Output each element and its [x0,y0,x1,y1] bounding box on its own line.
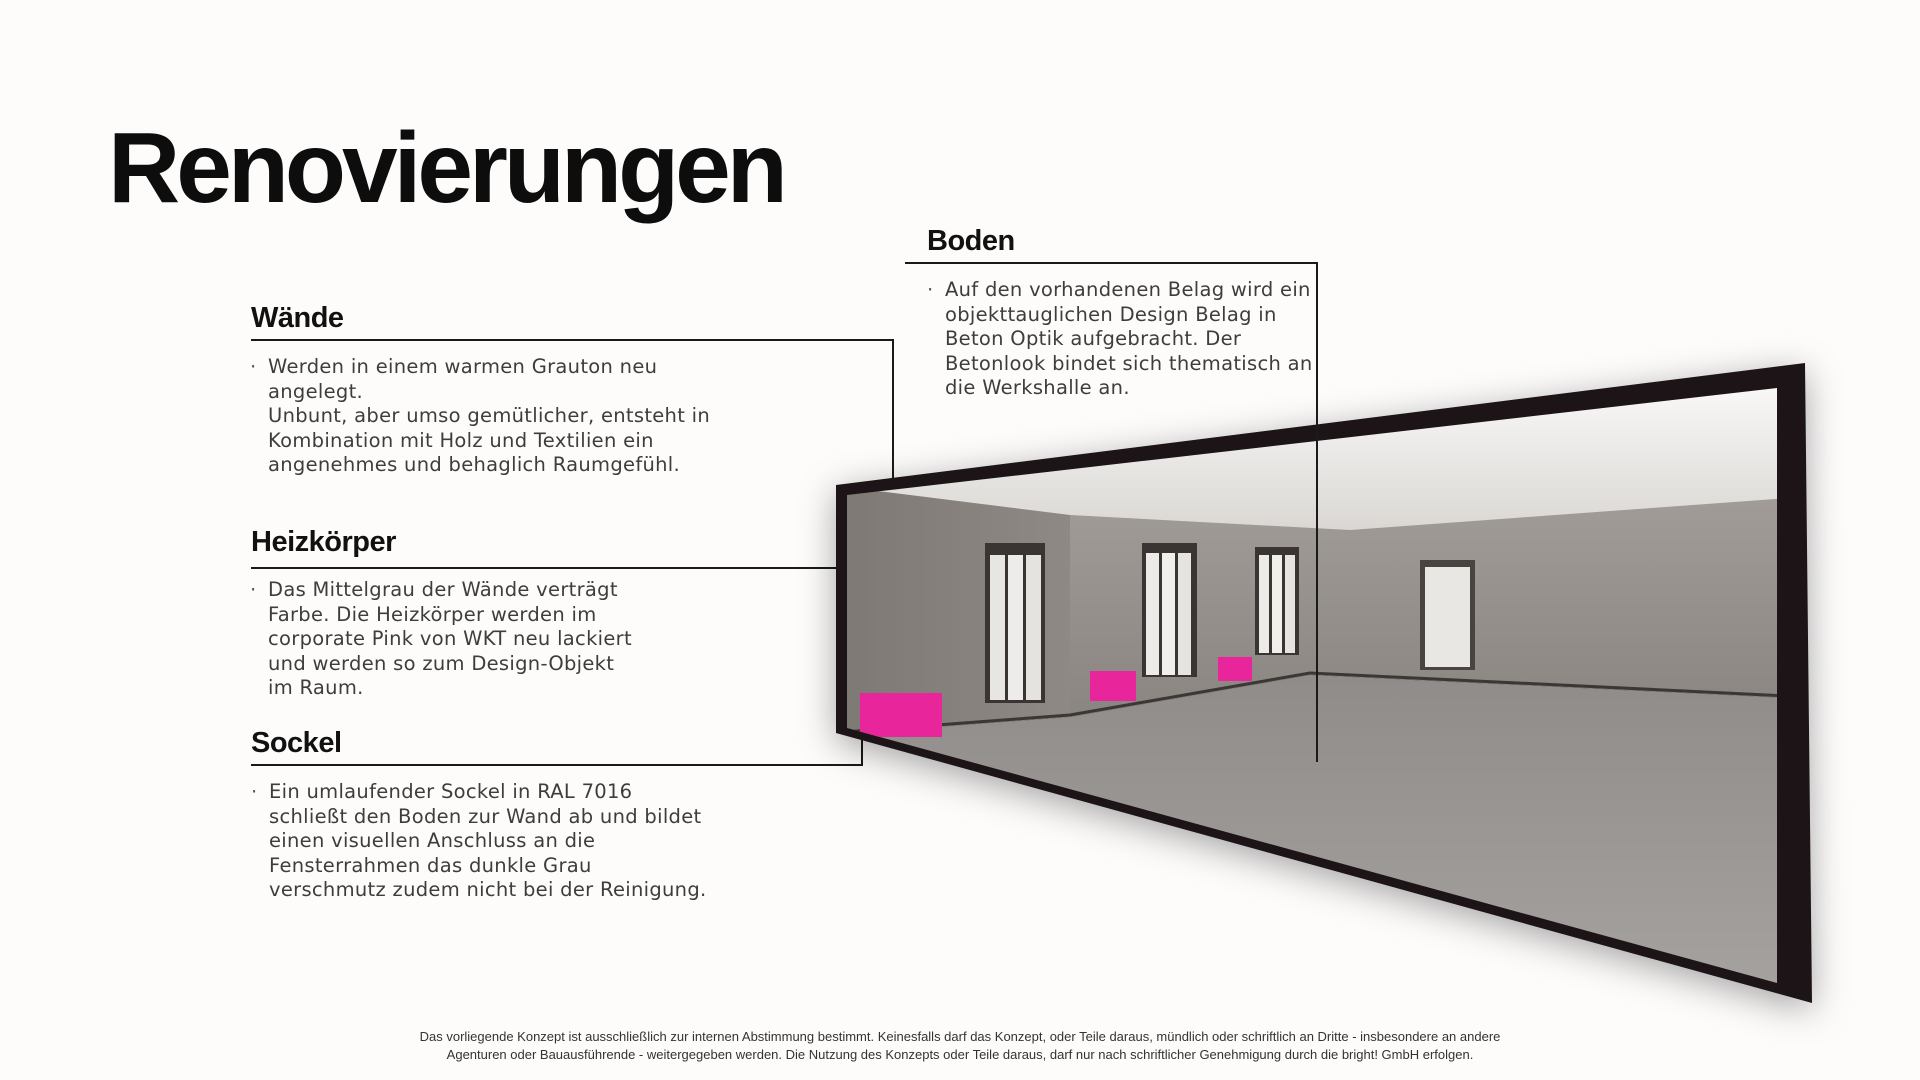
text-line: schließt den Boden zur Wand ab und bildet [269,804,702,828]
section-heading-sockel: Sockel [251,727,342,759]
section-heading-boden: Boden [927,225,1015,257]
section-body-heizkoerper [250,578,788,701]
render-radiator [860,693,942,737]
section-heading-waende: Wände [251,302,344,334]
room-render-image [830,355,1850,1015]
leader-line-waende [251,339,894,341]
section-body-boden [927,278,1405,401]
footer-disclaimer [300,1028,1620,1064]
render-radiator [1218,657,1252,681]
section-body-waende [250,355,788,478]
render-window-pane [1008,555,1023,700]
render-radiator [1090,671,1136,701]
render-window-pane [1285,555,1295,653]
text-line: objekttauglichen Design Belag in [945,302,1277,326]
text-line: angenehmes und behaglich Raumgefühl. [268,453,681,476]
text-line: Farbe. Die Heizkörper werden im [268,602,597,626]
render-door-panel [1425,567,1470,667]
text-line: angelegt. [268,379,364,403]
render-window-pane [1272,555,1282,653]
render-window-pane [1146,553,1159,675]
render-window-pane [990,555,1005,700]
text-line: und werden so zum Design-Objekt [268,651,615,675]
footer-line: Das vorliegende Konzept ist ausschließlich zur internen Abstimmung bestimmt. Keinesfalls darf das Konzept, oder Teile daraus, mündlich oder schriftlich an Dritte - insbesondere an andere [419,1029,1501,1044]
text-line: Unbunt, aber umso gemütlicher, entsteht in [268,404,711,427]
render-window-pane [1026,555,1041,700]
leader-line-sockel [251,764,863,766]
render-window-pane [1259,555,1269,653]
page-title: Renovierungen [108,112,784,224]
text-line: Beton Optik aufgebracht. Der [945,327,1242,350]
text-line: · Ein umlaufender Sockel in RAL 7016 [269,780,633,803]
text-line: corporate Pink von WKT neu lackiert [268,627,632,650]
text-line: Kombination mit Holz und Textilien ein [268,428,654,452]
footer-line: Agenturen oder Bauausführende - weitergegeben werden. Die Nutzung des Konzepts oder Teile daraus, darf nur nach schriftlicher Genehmigung durch die bright! GmbH erfolgen. [446,1047,1474,1062]
text-line: · Werden in einem warmen Grauton neu [268,355,658,378]
render-window-pane [1178,553,1191,675]
leader-line-boden [905,262,1318,264]
text-line: Betonlook bindet sich thematisch an [945,351,1313,375]
text-line: · Auf den vorhandenen Belag wird ein [945,278,1311,301]
text-line: einen visuellen Anschluss an die [269,829,596,852]
text-line: im Raum. [268,676,364,699]
render-window-pane [1162,553,1175,675]
section-body-sockel [251,780,829,903]
section-heading-heizkoerper: Heizkörper [251,526,396,558]
text-line: verschmutz zudem nicht bei der Reinigung. [269,878,707,901]
text-line: die Werkshalle an. [945,376,1130,399]
text-line: Fensterrahmen das dunkle Grau [269,853,592,877]
text-line: · Das Mittelgrau der Wände verträgt [268,578,618,601]
leader-line-heizkoerper [251,567,894,569]
